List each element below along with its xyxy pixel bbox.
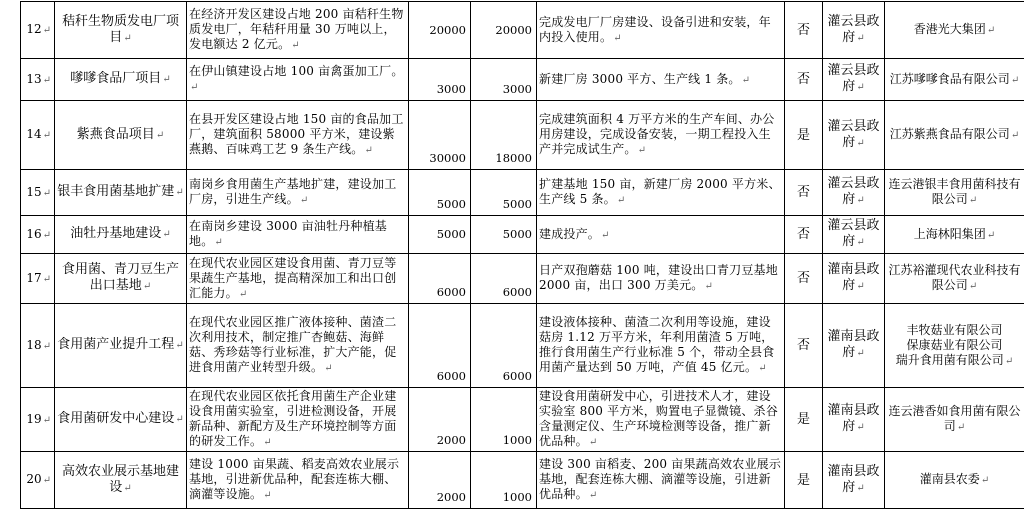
new-project-flag-text: 否 <box>796 72 810 87</box>
annual-investment-text: 6000 <box>502 285 532 299</box>
project-name-text: 嗲嗲食品厂项目 <box>70 71 162 86</box>
project-name <box>55 254 187 304</box>
annual-investment <box>471 101 537 170</box>
responsible-unit <box>823 59 885 101</box>
responsible-unit <box>823 216 885 254</box>
table-row <box>21 59 1024 101</box>
paragraph-mark-icon: ↵ <box>741 74 751 86</box>
paragraph-mark-icon: ↵ <box>856 281 865 292</box>
construction-content-text: 在经济开发区建设占地 200 亩秸秆生物质发电厂，年秸秆用量 30 万吨以上，发电额达 2 亿元。 <box>189 7 404 51</box>
annual-investment-text: 5000 <box>502 227 532 241</box>
paragraph-mark-icon: ↵ <box>980 475 990 486</box>
paragraph-mark-icon: ↵ <box>856 482 865 494</box>
project-name-text: 食用菌产业提升工程 <box>57 337 175 352</box>
row-index-text: 14 <box>26 127 42 141</box>
table-row <box>21 170 1024 216</box>
annual-target-text: 建设 300 亩稻麦、200 亩果蔬高效农业展示基地，配套连栋大棚、滴灌等设施，引进新优品种。 <box>539 457 782 501</box>
project-name <box>55 170 187 216</box>
annual-target-text: 完成发电厂厂房建设、设备引进和安装，年内投入使用。 <box>539 14 771 44</box>
new-project-flag <box>785 452 823 509</box>
annual-investment-text: 5000 <box>502 197 532 211</box>
table-row <box>21 304 1024 388</box>
construction-content-text: 在南岗乡建设 3000 亩油牡丹种植基地。 <box>189 219 387 248</box>
implementing-company-text: 上海林阳集团 <box>913 226 986 241</box>
responsible-unit-text: 灌云县政府 <box>827 63 880 94</box>
paragraph-mark-icon: ↵ <box>986 25 996 36</box>
project-name <box>55 452 187 509</box>
annual-target <box>537 254 785 304</box>
paragraph-mark-icon: ↵ <box>175 187 184 198</box>
new-project-flag <box>785 59 823 101</box>
construction-content <box>187 254 409 304</box>
new-project-flag <box>785 388 823 452</box>
implementing-company <box>885 216 1024 254</box>
implementing-company <box>885 101 1024 170</box>
annual-investment-text: 18000 <box>495 151 532 165</box>
total-investment-text: 30000 <box>429 151 466 165</box>
annual-investment-text: 3000 <box>502 82 532 96</box>
row-index-text: 17 <box>26 270 42 285</box>
project-name <box>55 216 187 254</box>
responsible-unit-text: 灌南县政府 <box>827 403 880 434</box>
construction-content-text: 建设 1000 亩果蔬、稻麦高效农业展示基地，引进新优品种，配套连栋大棚、滴灌等设施。 <box>189 457 400 501</box>
project-table <box>20 1 1024 509</box>
row-index <box>21 452 55 509</box>
implementing-company <box>885 2 1024 59</box>
annual-investment-text: 1000 <box>502 433 532 447</box>
annual-target-text: 建设食用菌研发中心，引进技术人才，建设实验室 800 平方米，购置电子显微镜、杀谷含量测定仪、生产环境检测等设备，推广新优品种。 <box>539 389 778 448</box>
paragraph-mark-icon: ↵ <box>856 32 865 44</box>
new-project-flag-text: 是 <box>796 472 810 488</box>
construction-content <box>187 304 409 388</box>
annual-target <box>537 2 785 59</box>
construction-content-text: 南岗乡食用菌生产基地扩建，建设加工厂房，引进生产线。 <box>189 177 397 206</box>
paragraph-mark-icon: ↵ <box>155 129 165 141</box>
total-investment-text: 20000 <box>429 22 466 37</box>
responsible-unit <box>823 101 885 170</box>
paragraph-mark-icon: ↵ <box>42 273 51 285</box>
new-project-flag-text: 是 <box>796 412 810 427</box>
annual-investment <box>471 170 537 216</box>
paragraph-mark-icon: ↵ <box>238 288 248 300</box>
new-project-flag-text: 否 <box>796 22 810 38</box>
annual-target-text: 新建厂房 3000 平方、生产线 1 条。 <box>539 71 741 86</box>
annual-investment <box>471 59 537 101</box>
total-investment <box>409 59 471 101</box>
construction-content-text: 在现代农业园区推广液体接种、菌渣二次利用技术，制定推广杏鲍菇、海鲜菇、秀珍菇等行业标准，扩大产能，促进食用菌产业转型升级。 <box>189 315 397 374</box>
annual-target-text: 建成投产。 <box>539 226 601 241</box>
responsible-unit <box>823 254 885 304</box>
project-name-text: 银丰食用菌基地扩建 <box>57 184 175 199</box>
paragraph-mark-icon: ↵ <box>588 490 598 501</box>
implementing-company <box>885 59 1024 101</box>
responsible-unit <box>823 388 885 452</box>
row-index-text: 20 <box>26 472 42 486</box>
responsible-unit-text: 灌云县政府 <box>827 176 880 207</box>
paragraph-mark-icon: ↵ <box>324 363 333 374</box>
annual-investment <box>471 2 537 59</box>
paragraph-mark-icon: ↵ <box>42 74 51 86</box>
paragraph-mark-icon: ↵ <box>42 25 51 36</box>
annual-target <box>537 170 785 216</box>
paragraph-mark-icon: ↵ <box>856 348 865 359</box>
paragraph-mark-icon: ↵ <box>601 229 610 241</box>
new-project-flag-text: 是 <box>796 127 810 143</box>
responsible-unit-text: 灌南县政府 <box>827 262 880 293</box>
row-index <box>21 388 55 452</box>
total-investment-text: 2000 <box>436 433 466 447</box>
responsible-unit <box>823 452 885 509</box>
implementing-company-text: 江苏紫燕食品有限公司 <box>889 127 1010 141</box>
paragraph-mark-icon: ↵ <box>613 32 622 44</box>
paragraph-mark-icon: ↵ <box>42 414 51 426</box>
total-investment <box>409 388 471 452</box>
responsible-unit-text: 灌南县政府 <box>827 463 880 495</box>
project-name <box>55 101 187 170</box>
paragraph-mark-icon: ↵ <box>1010 74 1020 86</box>
annual-target <box>537 388 785 452</box>
project-name-text: 食用菌研发中心建设 <box>57 411 175 426</box>
paragraph-mark-icon: ↵ <box>856 137 865 149</box>
implementing-company <box>885 254 1024 304</box>
paragraph-mark-icon: ↵ <box>263 437 272 448</box>
new-project-flag-text: 否 <box>796 185 810 200</box>
row-index <box>21 216 55 254</box>
implementing-company <box>885 388 1024 452</box>
row-index <box>21 304 55 388</box>
construction-content <box>187 101 409 170</box>
construction-content <box>187 216 409 254</box>
table-row <box>21 2 1024 59</box>
implementing-company-text: 连云港银丰食用菌科技有限公司 <box>888 177 1021 206</box>
implementing-company <box>885 304 1024 388</box>
new-project-flag <box>785 101 823 170</box>
annual-target <box>537 101 785 170</box>
construction-content-text: 在县开发区建设占地 150 亩的食品加工厂，建筑面积 58000 平方米，建设紫燕鹅、百味鸡工艺 9 条生产线。 <box>189 112 404 156</box>
table-row <box>21 101 1024 170</box>
annual-target <box>537 304 785 388</box>
row-index <box>21 59 55 101</box>
paragraph-mark-icon: ↵ <box>42 475 51 486</box>
implementing-company-text: 香港光大集团 <box>913 22 986 36</box>
construction-content <box>187 388 409 452</box>
total-investment <box>409 254 471 304</box>
new-project-flag-text: 否 <box>796 338 810 353</box>
project-name <box>55 304 187 388</box>
total-investment <box>409 304 471 388</box>
paragraph-mark-icon: ↵ <box>968 281 978 292</box>
paragraph-mark-icon: ↵ <box>616 195 626 206</box>
paragraph-mark-icon: ↵ <box>956 422 966 433</box>
total-investment <box>409 216 471 254</box>
implementing-company-text: 丰牧菇业有限公司 保康菇业有限公司 瑞升食用菌有限公司 <box>895 322 1004 367</box>
construction-content-text: 在现代农业园区建设食用菌、青刀豆等果蔬生产基地，提高精深加工和出口创汇能力。 <box>189 255 397 300</box>
table-body <box>21 2 1024 509</box>
project-name-text: 高效农业展示基地建设 <box>61 463 179 495</box>
responsible-unit <box>823 2 885 59</box>
paragraph-mark-icon: ↵ <box>856 82 865 93</box>
new-project-flag <box>785 2 823 59</box>
paragraph-mark-icon: ↵ <box>175 340 184 351</box>
new-project-flag <box>785 216 823 254</box>
new-project-flag-text: 否 <box>796 271 810 286</box>
project-name <box>55 388 187 452</box>
total-investment-text: 5000 <box>436 197 466 211</box>
paragraph-mark-icon: ↵ <box>214 237 223 248</box>
implementing-company-text: 连云港香如食用菌有限公司 <box>888 404 1021 433</box>
responsible-unit <box>823 304 885 388</box>
total-investment <box>409 101 471 170</box>
construction-content-text: 在现代农业园区依托食用菌生产企业建设食用菌实验室，引进检测设备，开展新品种、新配方及生产环境控制等方面的研发工作。 <box>189 389 397 448</box>
responsible-unit <box>823 170 885 216</box>
paragraph-mark-icon: ↵ <box>704 281 714 292</box>
total-investment-text: 5000 <box>436 227 466 241</box>
row-index <box>21 101 55 170</box>
construction-content-text: 在伊山镇建设占地 100 亩禽蛋加工厂。 <box>189 64 404 78</box>
table-row <box>21 216 1024 254</box>
paragraph-mark-icon: ↵ <box>162 74 171 85</box>
paragraph-mark-icon: ↵ <box>856 195 865 206</box>
annual-target-text: 日产双孢蘑菇 100 吨，建设出口青刀豆基地 2000 亩，出口 300 万美元。 <box>539 263 778 292</box>
project-name-text: 秸秆生物质发电厂项目 <box>61 13 179 45</box>
project-name-text: 食用菌、青刀豆生产出口基地 <box>61 262 179 293</box>
total-investment <box>409 2 471 59</box>
annual-target-text: 建设液体接种、菌渣二次利用等设施，建设菇房 1.12 万平方米，年利用菌渣 5 万吨，推行食用菌生产行业标准 5 个，带动全县食用菌产量达到 50 万吨，产值 45 亿元。 <box>539 315 775 374</box>
implementing-company <box>885 170 1024 216</box>
annual-target <box>537 216 785 254</box>
total-investment <box>409 452 471 509</box>
implementing-company-text: 江苏嗲嗲食品有限公司 <box>889 71 1010 86</box>
annual-investment <box>471 452 537 509</box>
paragraph-mark-icon: ↵ <box>190 82 199 93</box>
paragraph-mark-icon: ↵ <box>42 229 51 241</box>
paragraph-mark-icon: ↵ <box>42 130 51 141</box>
new-project-flag <box>785 304 823 388</box>
table-row <box>21 452 1024 509</box>
annual-investment <box>471 216 537 254</box>
row-index-text: 13 <box>26 71 42 86</box>
paragraph-mark-icon: ↵ <box>123 32 132 44</box>
annual-investment-text: 6000 <box>502 369 532 383</box>
project-name-text: 紫燕食品项目 <box>76 126 155 142</box>
responsible-unit-text: 灌南县政府 <box>827 329 880 360</box>
paragraph-mark-icon: ↵ <box>1010 130 1020 141</box>
row-index-text: 16 <box>26 226 42 241</box>
construction-content <box>187 2 409 59</box>
row-index-text: 18 <box>26 337 42 352</box>
construction-content <box>187 170 409 216</box>
responsible-unit-text: 灌云县政府 <box>827 118 880 150</box>
responsible-unit-text: 灌云县政府 <box>827 13 880 45</box>
implementing-company-text: 江苏裕灌现代农业科技有限公司 <box>888 263 1021 292</box>
paragraph-mark-icon: ↵ <box>856 237 865 248</box>
implementing-company <box>885 452 1024 509</box>
total-investment-text: 6000 <box>436 369 466 383</box>
total-investment <box>409 170 471 216</box>
total-investment-text: 3000 <box>436 82 466 96</box>
new-project-flag <box>785 254 823 304</box>
row-index-text: 15 <box>26 184 42 199</box>
row-index <box>21 254 55 304</box>
table-row <box>21 388 1024 452</box>
annual-target-text: 扩建基地 150 亩，新建厂房 2000 平方米、生产线 5 条。 <box>539 177 781 206</box>
total-investment-text: 2000 <box>436 490 466 504</box>
paragraph-mark-icon: ↵ <box>968 195 978 206</box>
responsible-unit-text: 灌云县政府 <box>827 218 880 249</box>
annual-investment <box>471 304 537 388</box>
new-project-flag <box>785 170 823 216</box>
paragraph-mark-icon: ↵ <box>175 414 184 425</box>
annual-investment-text: 20000 <box>495 22 532 37</box>
paragraph-mark-icon: ↵ <box>291 40 300 51</box>
total-investment-text: 6000 <box>436 285 466 299</box>
paragraph-mark-icon: ↵ <box>299 195 309 206</box>
implementing-company-text: 灌南县农委 <box>919 472 980 486</box>
paragraph-mark-icon: ↵ <box>856 422 865 433</box>
annual-target-text: 完成建筑面积 4 万平方米的生产车间、办公用房建设，完成设备安装，一期工程投入生产并完成试生产。 <box>539 112 775 156</box>
row-index <box>21 170 55 216</box>
new-project-flag-text: 否 <box>796 227 810 242</box>
construction-content <box>187 452 409 509</box>
annual-investment <box>471 388 537 452</box>
annual-investment <box>471 254 537 304</box>
paragraph-mark-icon: ↵ <box>758 363 767 374</box>
annual-target <box>537 452 785 509</box>
table-row <box>21 254 1024 304</box>
annual-investment-text: 1000 <box>502 490 532 504</box>
paragraph-mark-icon: ↵ <box>42 187 51 199</box>
paragraph-mark-icon: ↵ <box>637 145 647 156</box>
paragraph-mark-icon: ↵ <box>42 340 51 352</box>
paragraph-mark-icon: ↵ <box>162 229 171 240</box>
row-index-text: 12 <box>26 22 42 36</box>
row-index <box>21 2 55 59</box>
row-index-text: 19 <box>26 411 42 426</box>
project-name-text: 油牡丹基地建设 <box>70 226 162 241</box>
project-name <box>55 59 187 101</box>
construction-content <box>187 59 409 101</box>
paragraph-mark-icon: ↵ <box>123 482 132 494</box>
paragraph-mark-icon: ↵ <box>364 145 374 156</box>
annual-target <box>537 59 785 101</box>
paragraph-mark-icon: ↵ <box>986 229 996 241</box>
paragraph-mark-icon: ↵ <box>588 437 598 448</box>
paragraph-mark-icon: ↵ <box>142 281 152 292</box>
paragraph-mark-icon: ↵ <box>1004 355 1014 367</box>
paragraph-mark-icon: ↵ <box>263 490 272 501</box>
project-name <box>55 2 187 59</box>
